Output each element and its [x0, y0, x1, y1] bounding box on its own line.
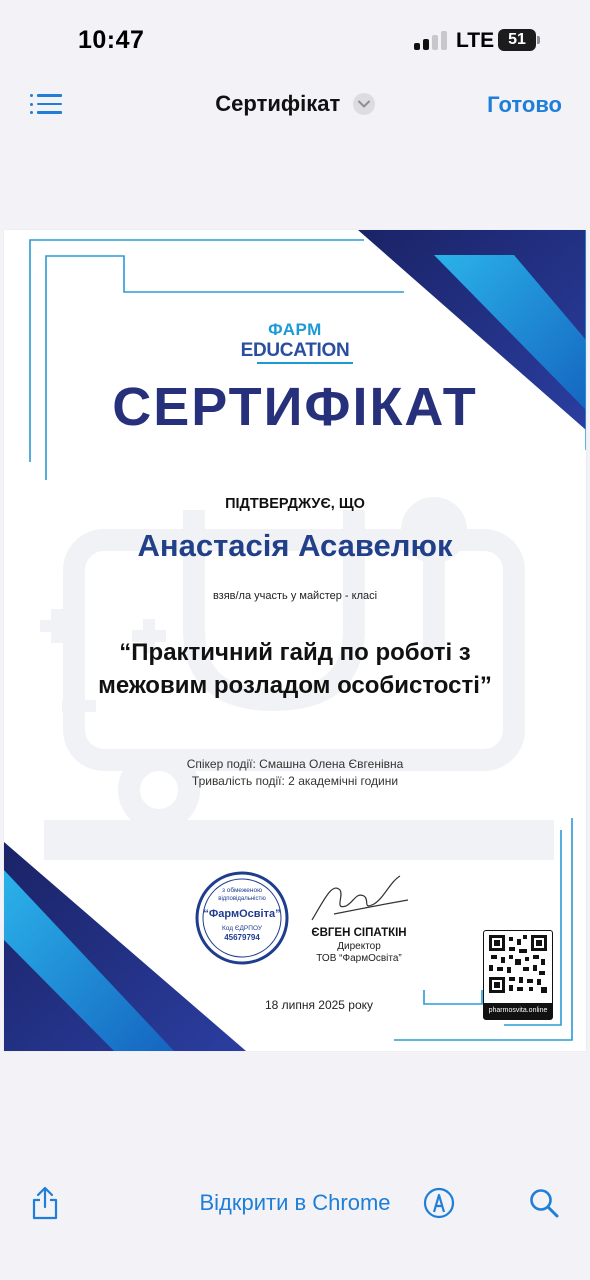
signer-name: ЄВГЕН СІПАТКІН	[311, 927, 407, 939]
markup-icon	[423, 1187, 455, 1219]
nav-bar	[0, 80, 590, 130]
battery-level: 51	[498, 29, 536, 51]
certificate-document	[4, 230, 586, 1051]
logo-farm: ФАРМ	[268, 320, 322, 339]
done-button[interactable]: Готово	[487, 92, 562, 117]
qr-code[interactable]	[483, 930, 553, 1020]
speaker-text: Спікер події: Смашна Олена Євгенівна	[186, 757, 404, 771]
markup-button[interactable]	[423, 1187, 455, 1224]
logo-underline	[257, 362, 353, 364]
logo-education: EDUCATION	[240, 340, 350, 361]
bottom-toolbar	[0, 1170, 590, 1240]
course-title-line2: межовим розладом особистості”	[98, 672, 492, 699]
nav-title: Сертифікат	[215, 91, 341, 116]
signal-icon	[414, 30, 448, 50]
status-time: 10:47	[78, 26, 145, 54]
chevron-down-icon	[353, 93, 375, 115]
company-stamp	[194, 870, 290, 966]
certificate-date: 18 липня 2025 року	[264, 998, 374, 1012]
signature-image	[304, 870, 414, 928]
svg-text:з обмеженою: з обмеженою	[221, 887, 263, 894]
search-button[interactable]	[528, 1187, 560, 1224]
status-bar	[0, 0, 590, 80]
qr-label: pharmosvita.online	[484, 1003, 552, 1019]
participation-text: взяв/ла участь у майстер - класі	[212, 590, 378, 602]
svg-text:відповідальністю: відповідальністю	[218, 896, 266, 902]
signer-role: Директор	[337, 941, 381, 952]
search-icon	[528, 1187, 560, 1219]
recipient-name: Анастасія Асавелюк	[137, 528, 453, 563]
course-title-line1: “Практичний гайд по роботі з	[119, 639, 471, 666]
qr-icon	[489, 935, 547, 993]
battery-icon	[498, 29, 539, 51]
stamp-code: 45679794	[224, 933, 260, 942]
certificate-title: СЕРТИФІКАТ	[112, 377, 478, 437]
stamp-code-label: Код ЄДРПОУ	[222, 925, 262, 932]
open-in-chrome-button[interactable]: Відкрити в Chrome	[199, 1190, 391, 1215]
stamp-name: “ФармОсвіта”	[203, 908, 281, 920]
network-type: LTE	[456, 29, 495, 52]
duration-text: Тривалість події: 2 академічні години	[191, 774, 399, 788]
signer-org: ТОВ “ФармОсвіта”	[316, 953, 402, 964]
course-title	[4, 636, 586, 702]
confirm-text: ПІДТВЕРДЖУЄ, ЩО	[225, 496, 365, 512]
